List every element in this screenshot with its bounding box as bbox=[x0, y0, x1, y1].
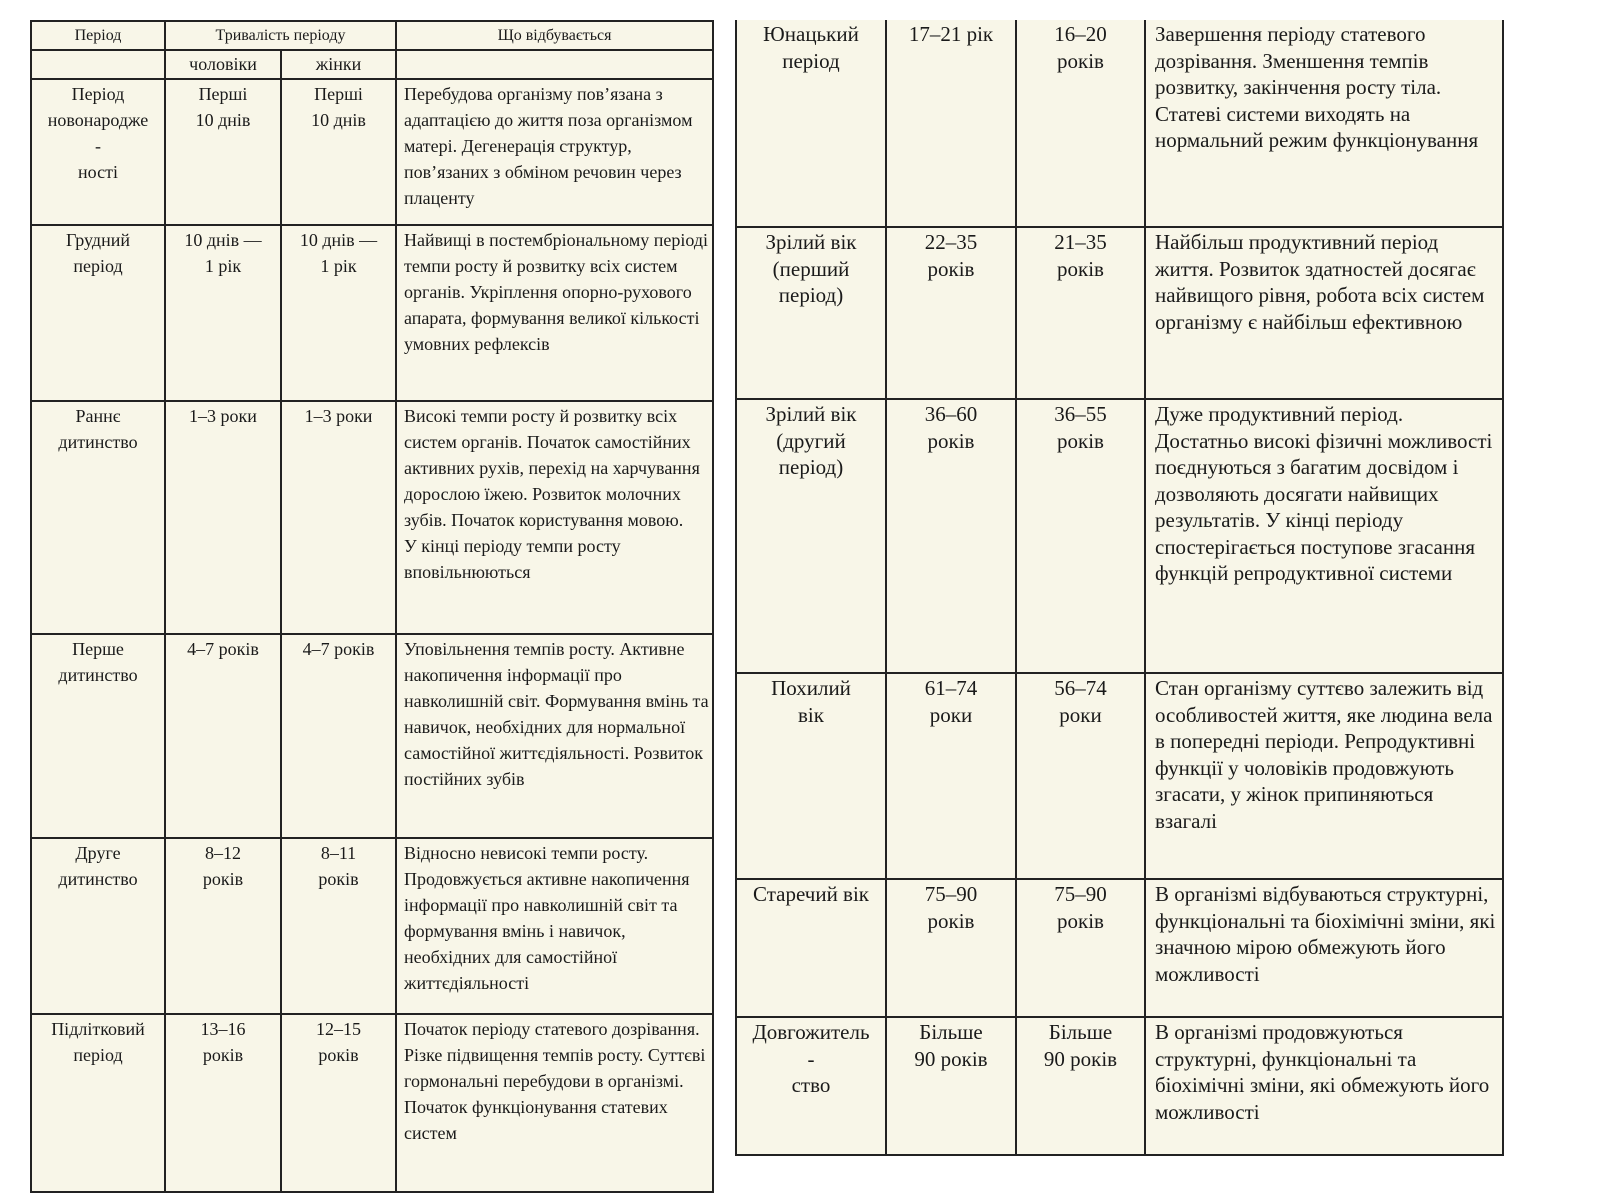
table-row bbox=[31, 79, 713, 225]
duration-men: 75–90 років bbox=[924, 882, 978, 933]
duration-men: 10 днів — 1 рік bbox=[184, 230, 262, 276]
period-description: Уповільнення темпів росту. Активне накопичення інформації про навколишній світ. Формування вмінь та навичок, необхідних для нормальної самостійної життєдіяльності. Розвиток постійних зубів bbox=[404, 639, 709, 789]
period-name: Юнацький період bbox=[763, 22, 859, 73]
period-name: Зрілий вік (другий період) bbox=[765, 402, 857, 479]
duration-women: 10 днів — 1 рік bbox=[299, 230, 378, 276]
table-row bbox=[31, 401, 713, 634]
duration-women: 16–20 років bbox=[1054, 22, 1107, 73]
table-row bbox=[31, 634, 713, 838]
period-name: Старечий вік bbox=[752, 882, 870, 906]
header-duration: Тривалість періоду bbox=[165, 21, 396, 50]
table-row bbox=[736, 227, 1503, 399]
table-row bbox=[736, 399, 1503, 673]
duration-men: 4–7 років bbox=[187, 639, 259, 659]
duration-men: 61–74 роки bbox=[924, 676, 978, 727]
period-description: Стан організму суттєво залежить від особливостей життя, яке людина вела в попередні періоди. Репродуктивні функції у чоловіків продовжують згасати, у жінок припиняються взагалі bbox=[1155, 676, 1493, 833]
period-name: Грудний період bbox=[66, 230, 130, 276]
duration-men: Перші 10 днів bbox=[195, 84, 251, 130]
duration-women: 4–7 років bbox=[302, 639, 375, 659]
period-description: Найбільш продуктивний період життя. Розвиток здатностей досягає найвищого рівня, робота всіх систем організму є найбільш ефективною bbox=[1155, 230, 1485, 334]
table-row bbox=[31, 1014, 713, 1192]
table-row bbox=[736, 1017, 1503, 1155]
duration-men: 22–35 років bbox=[924, 230, 978, 281]
duration-men: 13–16 років bbox=[200, 1019, 246, 1065]
period-description: В організмі продовжуються структурні, функціональні та біохімічні зміни, які обмежують його можливості bbox=[1155, 1020, 1490, 1124]
header-what: Що відбувається bbox=[396, 21, 713, 50]
period-name: Довгожитель - ство bbox=[752, 1020, 870, 1097]
header-period: Період bbox=[31, 21, 165, 50]
subheader-row bbox=[31, 50, 713, 79]
period-name: Раннє дитинство bbox=[58, 406, 138, 452]
duration-men: 1–3 роки bbox=[189, 406, 257, 426]
duration-women: 36–55 років bbox=[1054, 402, 1107, 453]
table-row bbox=[31, 225, 713, 401]
table-row bbox=[736, 20, 1503, 227]
header-row bbox=[31, 21, 713, 50]
duration-women: 56–74 роки bbox=[1054, 676, 1107, 727]
subheader-women: жінки bbox=[281, 50, 396, 79]
duration-women: 8–11 років bbox=[318, 843, 359, 889]
duration-women: Більше 90 років bbox=[1043, 1020, 1118, 1071]
period-name: Перше дитинство bbox=[58, 639, 138, 685]
period-description: Дуже продуктивний період. Достатньо високі фізичні можливості поєднуються з багатим досвідом і дозволяють досягати найвищих результатів. У кінці періоду спостерігається поступове згасання функцій репродуктивної системи bbox=[1155, 402, 1493, 585]
period-description: Перебудова організму пов’язана з адаптацією до життя поза організмом матері. Дегенерація структур, пов’язаних з обміном речовин через плаценту bbox=[404, 84, 693, 208]
period-description: Початок періоду статевого дозрівання. Різке підвищення темпів росту. Суттєві гормональні перебудови в організмі. Початок функціонування статевих систем bbox=[404, 1019, 706, 1143]
period-description: Відносно невисокі темпи росту. Продовжується активне накопичення інформації про навколишній світ та формування вмінь і навичок, необхідних для самостійної життєдіяльності bbox=[404, 843, 690, 993]
duration-men: 36–60 років bbox=[924, 402, 978, 453]
table-row bbox=[736, 673, 1503, 879]
duration-women: 1–3 роки bbox=[304, 406, 373, 426]
duration-men: 8–12 років bbox=[202, 843, 244, 889]
duration-women: 75–90 років bbox=[1054, 882, 1107, 933]
age-periods-table-right bbox=[735, 20, 1504, 1156]
duration-women: 12–15 років bbox=[316, 1019, 361, 1065]
period-name: Зрілий вік (перший період) bbox=[765, 230, 857, 307]
period-description: Завершення періоду статевого дозрівання. Зменшення темпів розвитку, закінчення росту тіла. Статеві системи виходять на нормальний режим функціонування bbox=[1155, 22, 1479, 152]
subheader-men: чоловіки bbox=[165, 50, 281, 79]
duration-women: Перші 10 днів bbox=[311, 84, 366, 130]
period-description: В організмі відбуваються структурні, функціональні та біохімічні зміни, які значною мірою обмежують його можливості bbox=[1155, 882, 1496, 986]
duration-women: 21–35 років bbox=[1054, 230, 1107, 281]
subheader-empty-desc bbox=[396, 50, 713, 79]
table-row bbox=[31, 838, 713, 1014]
period-name: Похилий вік bbox=[771, 676, 851, 727]
subheader-empty bbox=[31, 50, 165, 79]
period-description: Найвищі в постембріональному періоді темпи росту й розвитку всіх систем органів. Укріплення опорно-рухового апарата, формування великої кількості умовних рефлексів bbox=[404, 230, 709, 354]
period-name: Період новонародже - ності bbox=[47, 84, 149, 182]
duration-men: 17–21 рік bbox=[908, 22, 994, 46]
period-name: Підлітковий період bbox=[51, 1019, 145, 1065]
age-periods-table-left bbox=[30, 20, 714, 1193]
period-description: Високі темпи росту й розвитку всіх систем органів. Початок самостійних активних рухів, перехід на харчування дорослою їжею. Розвиток молочних зубів. Початок користування мовою. У кінці періоду темпи росту вповільнюються bbox=[404, 406, 700, 582]
table-row bbox=[736, 879, 1503, 1017]
period-name: Друге дитинство bbox=[58, 843, 138, 889]
duration-men: Більше 90 років bbox=[914, 1020, 988, 1071]
